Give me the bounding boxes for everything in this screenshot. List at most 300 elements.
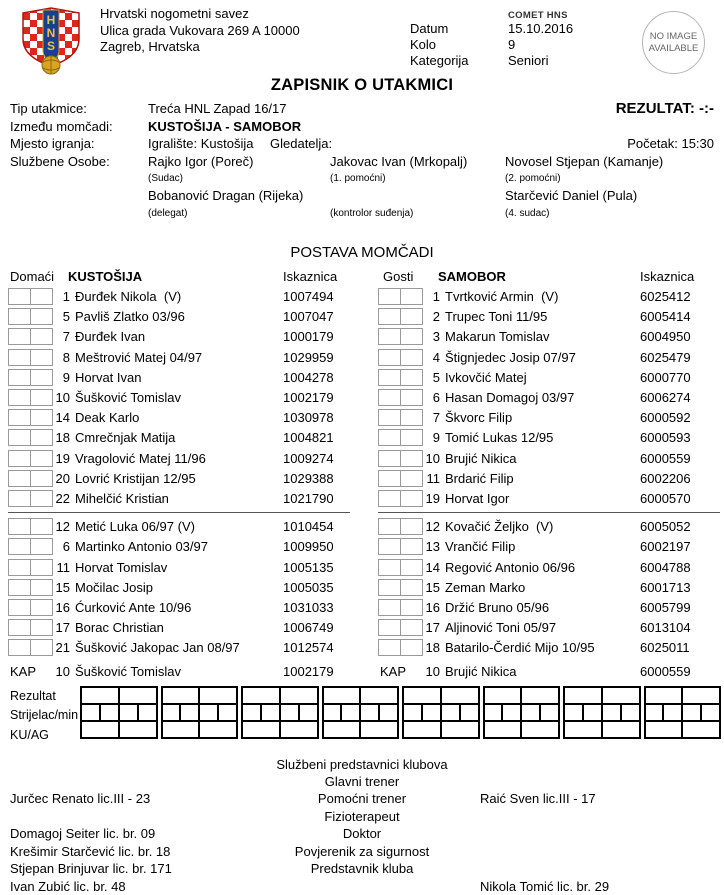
lineup-checkbox[interactable] [8, 599, 31, 616]
player-number: 13 [425, 539, 440, 555]
player-number: 14 [425, 559, 440, 575]
lineup-checkbox[interactable] [8, 429, 31, 446]
score-cell[interactable] [441, 687, 479, 704]
player-name: Tomić Lukas 12/95 [445, 430, 554, 446]
player-card-number: 6004788 [640, 559, 691, 575]
lineup-checkbox[interactable] [378, 450, 401, 467]
lineup-checkbox[interactable] [378, 619, 401, 636]
lineup-checkbox[interactable] [378, 579, 401, 596]
lineup-checkbox[interactable] [378, 429, 401, 446]
type-value: Treća HNL Zapad 16/17 [148, 101, 287, 116]
lineup-checkbox[interactable] [400, 599, 423, 616]
player-row [8, 327, 354, 347]
score-cell[interactable] [502, 704, 521, 721]
player-number: 18 [425, 640, 440, 656]
score-cell[interactable] [521, 721, 559, 738]
player-row [8, 618, 354, 638]
officials-label: Službene Osobe: [10, 153, 110, 169]
score-cell[interactable] [360, 687, 398, 704]
lineup-section-title: POSTAVA MOMČADI [290, 243, 434, 261]
lineup-checkbox[interactable] [30, 389, 53, 406]
player-name: Ivkovčić Matej [445, 369, 527, 385]
score-cell[interactable] [564, 704, 583, 721]
lineup-checkbox[interactable] [400, 429, 423, 446]
player-number: 9 [62, 369, 70, 385]
lineup-checkbox[interactable] [30, 288, 53, 305]
player-name: Martinko Antonio 03/97 [75, 539, 208, 555]
player-name: Kovačić Željko (V) [445, 519, 554, 535]
player-row [8, 638, 354, 658]
kickoff-value: Početak: 15:30 [627, 136, 714, 151]
player-row [378, 428, 724, 448]
score-cell[interactable] [379, 704, 398, 721]
score-cell[interactable] [180, 704, 199, 721]
lineup-checkbox[interactable] [400, 349, 423, 366]
player-row [8, 517, 354, 537]
score-cell[interactable] [521, 704, 540, 721]
player-name: Močilac Josip [75, 579, 154, 595]
lineup-checkbox[interactable] [400, 369, 423, 386]
representatives-section [0, 756, 724, 894]
player-row [8, 428, 354, 448]
score-cell[interactable] [682, 687, 720, 704]
player-row [378, 488, 724, 508]
lineup-checkbox[interactable] [378, 599, 401, 616]
player-name: Štignjedec Josip 07/97 [445, 349, 576, 365]
player-card-number: 1000179 [283, 329, 334, 345]
score-cell[interactable] [645, 721, 683, 738]
representative-row [0, 790, 724, 808]
org-street: Ulica grada Vukovara 269 A 10000 [100, 22, 300, 38]
lineup-checkbox[interactable] [8, 328, 31, 345]
player-number: 12 [425, 519, 440, 535]
player-name: Šušković Jakopac Jan 08/97 [75, 640, 240, 656]
score-cell[interactable] [119, 704, 138, 721]
lineup-checkbox[interactable] [378, 518, 401, 535]
lineup-checkbox[interactable] [8, 389, 31, 406]
lineup-checkbox[interactable] [30, 450, 53, 467]
score-cell[interactable] [81, 704, 100, 721]
away-representative: Nikola Tomić lic. br. 29 [480, 878, 610, 894]
score-cell[interactable] [602, 721, 640, 738]
official-role: (kontrolor suđenja) [330, 207, 414, 219]
lineup-checkbox[interactable] [8, 579, 31, 596]
player-row [378, 618, 724, 638]
lineup-checkbox[interactable] [378, 349, 401, 366]
player-card-number: 6004950 [640, 329, 691, 345]
round-value: 9 [508, 37, 516, 52]
player-card-number: 1021790 [283, 490, 334, 506]
teams-value: KUSTOŠIJA - SAMOBOR [148, 118, 302, 134]
score-cell[interactable] [119, 687, 157, 704]
lineup-checkbox[interactable] [400, 518, 423, 535]
player-row [378, 367, 724, 387]
score-cell[interactable] [360, 721, 398, 738]
lineup-checkbox[interactable] [378, 288, 401, 305]
player-number: 10 [425, 450, 440, 466]
player-card-number: 1031033 [283, 599, 334, 615]
lineup-checkbox[interactable] [30, 409, 53, 426]
player-name: Horvat Igor [445, 490, 510, 506]
player-name: Horvat Tomislav [75, 559, 168, 575]
score-cell[interactable] [119, 721, 157, 738]
score-cell[interactable] [645, 704, 664, 721]
score-cell[interactable] [663, 704, 682, 721]
score-cell[interactable] [199, 704, 218, 721]
player-card-number: 1004278 [283, 369, 334, 385]
lineup-checkbox[interactable] [30, 490, 53, 507]
player-card-number: 6005052 [640, 519, 691, 535]
score-cell[interactable] [341, 704, 360, 721]
player-card-number: 1030978 [283, 410, 334, 426]
representative-role: Predstavnik kluba [310, 861, 414, 877]
lineup-checkbox[interactable] [378, 308, 401, 325]
official-name: Jakovac Ivan (Mrkopalj) [330, 153, 468, 169]
score-cell[interactable] [162, 704, 181, 721]
score-cell[interactable] [645, 687, 683, 704]
player-number: 11 [56, 559, 70, 575]
lineup-checkbox[interactable] [30, 599, 53, 616]
player-name: Deak Karlo [75, 410, 140, 426]
score-cell[interactable] [299, 704, 318, 721]
lineup-checkbox[interactable] [400, 450, 423, 467]
player-name: Vragolović Matej 11/96 [75, 450, 206, 466]
player-row [378, 557, 724, 577]
score-cell[interactable] [564, 721, 602, 738]
away-representative: Raić Sven lic.III - 17 [480, 791, 596, 807]
lineup-checkbox[interactable] [378, 409, 401, 426]
lineup-checkbox[interactable] [30, 470, 53, 487]
representative-role: Doktor [342, 826, 382, 842]
official-role: (Sudac) [148, 173, 184, 184]
score-cell[interactable] [81, 721, 119, 738]
lineup-checkbox[interactable] [400, 538, 423, 555]
player-name: Meštrović Matej 04/97 [75, 349, 203, 365]
player-number: 8 [62, 349, 70, 365]
player-card-number: 1006749 [283, 620, 334, 636]
score-cell[interactable] [242, 721, 280, 738]
player-name: Makarun Tomislav [445, 329, 550, 345]
player-number: 17 [425, 620, 440, 636]
player-card-number: 6025412 [640, 289, 691, 305]
score-cell[interactable] [138, 704, 157, 721]
player-number: 19 [425, 490, 440, 506]
score-cell[interactable] [441, 721, 479, 738]
lineup-checkbox[interactable] [378, 490, 401, 507]
player-row [8, 307, 354, 327]
lineup-checkbox[interactable] [8, 619, 31, 636]
lineup-checkbox[interactable] [8, 490, 31, 507]
lineup-checkbox[interactable] [400, 308, 423, 325]
player-number: 15 [425, 579, 440, 595]
player-card-number: 6005414 [640, 309, 691, 325]
player-row [378, 517, 724, 537]
lineup-checkbox[interactable] [8, 450, 31, 467]
away-subs-list [378, 517, 724, 658]
score-cell[interactable] [199, 687, 237, 704]
match-info-section [0, 100, 724, 222]
lineup-checkbox[interactable] [8, 349, 31, 366]
player-number: 12 [55, 519, 70, 535]
score-cell[interactable] [403, 687, 441, 704]
lineup-checkbox[interactable] [8, 470, 31, 487]
player-row [378, 638, 724, 658]
date-label: Datum [410, 21, 449, 36]
category-label: Kategorija [410, 53, 469, 68]
lineup-checkbox[interactable] [400, 389, 423, 406]
lineup-checkbox[interactable] [8, 369, 31, 386]
score-group [483, 686, 561, 739]
player-card-number: 1009274 [283, 450, 334, 466]
score-cell[interactable] [242, 704, 261, 721]
player-number: 6 [432, 390, 440, 406]
player-name: Borac Christian [75, 620, 164, 636]
player-name: Brujić Nikica [445, 450, 517, 466]
lineup-checkbox[interactable] [30, 639, 53, 656]
score-cell[interactable] [81, 687, 119, 704]
svg-text:S: S [46, 39, 56, 53]
type-label: Tip utakmice: [10, 101, 87, 116]
captain-card-number: 1002179 [283, 664, 334, 680]
player-number: 7 [62, 329, 70, 345]
player-name: Mihelčić Kristian [75, 490, 169, 506]
score-cell[interactable] [218, 704, 237, 721]
lineup-checkbox[interactable] [30, 369, 53, 386]
lineup-checkbox[interactable] [8, 288, 31, 305]
lineup-checkbox[interactable] [8, 639, 31, 656]
lineup-checkbox[interactable] [30, 429, 53, 446]
player-card-number: 6025011 [640, 640, 690, 656]
player-card-number: 6000570 [640, 490, 691, 506]
player-card-number: 6006274 [640, 390, 691, 406]
official-role: (1. pomoćni) [330, 173, 386, 184]
player-card-number: 1012574 [283, 640, 334, 656]
player-card-number: 1007047 [283, 309, 334, 325]
player-card-number: 6013104 [640, 620, 691, 636]
score-cell[interactable] [540, 704, 559, 721]
player-number: 16 [55, 599, 70, 615]
player-number: 5 [62, 309, 70, 325]
score-cell[interactable] [701, 704, 720, 721]
lineup-checkbox[interactable] [400, 409, 423, 426]
lineup-checkbox[interactable] [378, 369, 401, 386]
captain-number: 10 [55, 664, 70, 680]
home-card-header: Iskaznica [283, 268, 338, 284]
score-cell[interactable] [564, 687, 602, 704]
lineup-checkbox[interactable] [400, 579, 423, 596]
player-row [378, 408, 724, 428]
player-card-number: 1010454 [283, 519, 334, 535]
lineup-checkbox[interactable] [400, 470, 423, 487]
score-cell[interactable] [280, 704, 299, 721]
score-cell[interactable] [441, 704, 460, 721]
home-captain-row [8, 662, 354, 682]
player-number: 5 [432, 369, 440, 385]
player-name: Pavliš Zlatko 03/96 [75, 309, 185, 325]
lineup-checkbox[interactable] [400, 328, 423, 345]
lineup-checkbox[interactable] [30, 518, 53, 535]
score-group [563, 686, 641, 739]
lineup-checkbox[interactable] [8, 409, 31, 426]
score-group [322, 686, 400, 739]
player-name: Metić Luka 06/97 (V) [75, 519, 195, 535]
lineup-checkbox[interactable] [378, 389, 401, 406]
representative-role: Fizioterapeut [324, 808, 400, 824]
lineup-checkbox[interactable] [30, 538, 53, 555]
player-number: 21 [55, 640, 70, 656]
score-cell[interactable] [460, 704, 479, 721]
score-cell[interactable] [682, 721, 720, 738]
score-cell[interactable] [403, 704, 422, 721]
comet-spacer [410, 6, 508, 21]
captain-label: KAP [10, 664, 37, 680]
player-name: Tvrtković Armin (V) [445, 289, 559, 305]
score-grid [80, 686, 721, 739]
player-number: 3 [432, 329, 440, 345]
score-cell[interactable] [323, 687, 361, 704]
representative-row [0, 860, 724, 894]
svg-text:H: H [46, 13, 56, 27]
lineup-checkbox[interactable] [8, 538, 31, 555]
player-row [378, 387, 724, 407]
score-cell[interactable] [403, 721, 441, 738]
score-cell[interactable] [100, 704, 119, 721]
captain-name: Šušković Tomislav [75, 664, 181, 680]
lineup-checkbox[interactable] [378, 328, 401, 345]
player-row [378, 307, 724, 327]
player-name: Horvat Ivan [75, 369, 142, 385]
lineup-checkbox[interactable] [378, 639, 401, 656]
official-name: Bobanović Dragan (Rijeka) [148, 188, 304, 203]
score-row-labels [10, 687, 78, 746]
no-image-line1: NO IMAGE [649, 31, 698, 42]
lineup-checkbox[interactable] [378, 470, 401, 487]
player-name: Vrančić Filip [445, 539, 516, 555]
lineup-checkbox[interactable] [378, 538, 401, 555]
player-number: 4 [432, 349, 440, 365]
lineup-checkbox[interactable] [30, 328, 53, 345]
representative-role: Pomoćni trener [317, 791, 407, 807]
result-row-label: Rezultat [10, 688, 56, 703]
date-value: 15.10.2016 [508, 21, 574, 36]
representative-role: Glavni trener [324, 773, 400, 789]
score-cell[interactable] [422, 704, 441, 721]
player-card-number: 1007494 [283, 289, 334, 305]
score-group [402, 686, 480, 739]
player-card-number: 6002197 [640, 539, 691, 555]
home-representative: Krešimir Starčević lic. br. 18 [10, 843, 171, 859]
venue-label: Mjesto igranja: [10, 136, 95, 151]
lineup-checkbox[interactable] [400, 639, 423, 656]
score-cell[interactable] [602, 687, 640, 704]
score-cell[interactable] [484, 721, 522, 738]
player-card-number: 6000770 [640, 369, 691, 385]
lineup-checkbox[interactable] [8, 518, 31, 535]
score-cell[interactable] [602, 704, 621, 721]
player-row [8, 387, 354, 407]
teams-lineup [0, 267, 724, 682]
lineup-checkbox[interactable] [378, 559, 401, 576]
player-name: Držić Bruno 05/96 [445, 599, 550, 615]
player-number: 19 [55, 450, 70, 466]
official-name: Rajko Igor (Poreč) [148, 153, 254, 169]
player-row [8, 408, 354, 428]
player-name: Đurđek Ivan [75, 329, 146, 345]
lineup-checkbox[interactable] [400, 288, 423, 305]
away-card-header: Iskaznica [640, 268, 695, 284]
lineup-checkbox[interactable] [8, 559, 31, 576]
score-cell[interactable] [360, 704, 379, 721]
score-cell[interactable] [621, 704, 640, 721]
player-card-number: 6001713 [640, 579, 691, 595]
player-row [8, 597, 354, 617]
score-cell[interactable] [280, 721, 318, 738]
lineup-checkbox[interactable] [30, 619, 53, 636]
score-cell[interactable] [162, 687, 200, 704]
score-cell[interactable] [521, 687, 559, 704]
score-cell[interactable] [484, 687, 522, 704]
hns-crest-icon [16, 6, 86, 79]
official-name: Starčević Daniel (Pula) [505, 188, 638, 203]
score-cell[interactable] [682, 704, 701, 721]
player-number: 1 [62, 289, 70, 305]
player-number: 11 [426, 470, 440, 486]
player-row [8, 577, 354, 597]
player-number: 6 [62, 539, 70, 555]
lineup-checkbox[interactable] [30, 308, 53, 325]
player-number: 17 [55, 620, 70, 636]
away-captain-row [378, 662, 724, 682]
spectators-label: Gledatelja: [270, 136, 333, 151]
player-card-number: 1029959 [283, 349, 334, 365]
lineup-checkbox[interactable] [30, 349, 53, 366]
player-number: 10 [55, 390, 70, 406]
lineup-checkbox[interactable] [400, 559, 423, 576]
official-role: (delegat) [148, 207, 188, 219]
score-cell[interactable] [583, 704, 602, 721]
comet-system-label: COMET HNS [508, 10, 568, 21]
player-card-number: 6005799 [640, 599, 691, 615]
lineup-checkbox[interactable] [8, 308, 31, 325]
away-team-name: SAMOBOR [438, 268, 506, 284]
score-cell[interactable] [261, 704, 280, 721]
score-cell[interactable] [484, 704, 503, 721]
score-cell[interactable] [162, 721, 200, 738]
score-cell[interactable] [280, 687, 318, 704]
player-name: Zeman Marko [445, 579, 526, 595]
player-row [8, 488, 354, 508]
score-cell[interactable] [199, 721, 237, 738]
player-number: 20 [55, 470, 70, 486]
lineup-checkbox[interactable] [400, 490, 423, 507]
player-number: 15 [55, 579, 70, 595]
player-card-number: 6000593 [640, 430, 691, 446]
score-cell[interactable] [242, 687, 280, 704]
player-row [378, 468, 724, 488]
page-title: ZAPISNIK O UTAKMICI [270, 76, 454, 94]
captain-card-number: 6000559 [640, 664, 691, 680]
score-group [80, 686, 158, 739]
captain-number: 10 [425, 664, 440, 680]
lineup-checkbox[interactable] [400, 619, 423, 636]
score-cell[interactable] [323, 704, 342, 721]
lineup-checkbox[interactable] [30, 559, 53, 576]
home-team-name: KUSTOŠIJA [68, 268, 143, 284]
federation-address [100, 6, 300, 56]
lineup-checkbox[interactable] [30, 579, 53, 596]
player-name: Cmrečnjak Matija [75, 430, 176, 446]
score-cell[interactable] [323, 721, 361, 738]
